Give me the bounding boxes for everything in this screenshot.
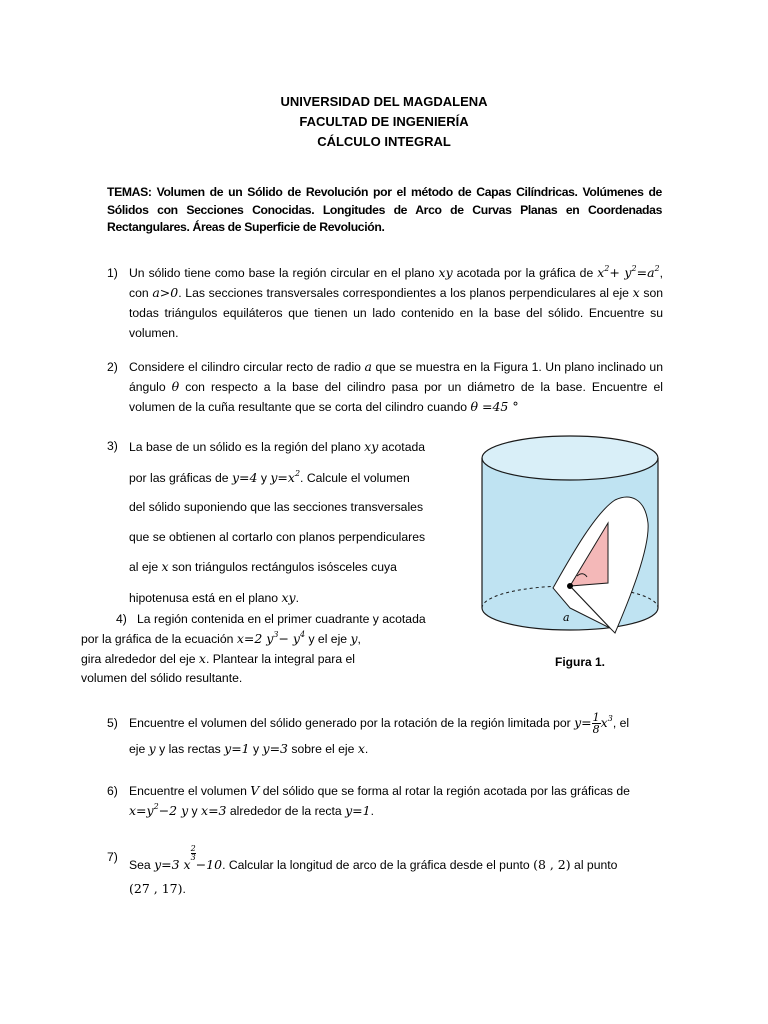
question-3 bbox=[107, 432, 447, 605]
question-number: 4) bbox=[116, 612, 127, 626]
center-point bbox=[567, 583, 573, 589]
question-text: Encuentre el volumen V del sólido que se forma al rotar la región acotada por las gráficas de $x=y^2-2$ y y x=3 alrededor de la recta y=1. bbox=[129, 783, 630, 818]
figure-label-a: a bbox=[563, 611, 570, 624]
topics-text: Volumen de un Sólido de Revolución por el método de Capas Cilíndricas. Volúmenes de Sólidos con Secciones Conocidas. Longitudes de Arco de Curvas Planas en Coordenadas Rectangulares. Áreas de Superficie de Revolución. bbox=[107, 185, 662, 234]
question-1 bbox=[107, 263, 663, 345]
question-6 bbox=[107, 781, 667, 825]
question-number: 1) bbox=[107, 266, 118, 280]
question-7 bbox=[107, 845, 667, 895]
document-header bbox=[0, 92, 768, 152]
question-text: Un sólido tiene como base la región circular en el plano xy acotada por la gráfica de $x^2+ y^2=a^2$, con a>0. Las secciones transversales correspondientes a los planos perpendiculares al eje x son todas triángulos equiláteros que tienen un lado contenido en la base del sólido. Encuentre su volumen. bbox=[129, 264, 664, 340]
question-number: 7) bbox=[107, 850, 118, 864]
question-text: Considere el cilindro circular recto de radio a que se muestra en la Figura 1. Un plano inclinado un ángulo θ con respecto a la base del cilindro pasa por un diámetro de la base. Encuentre el volumen de la cuña resultante que se corta del cilindro cuando θ =45 ° bbox=[129, 359, 663, 414]
question-number: 6) bbox=[107, 784, 118, 798]
question-4: 4) La región contenida en el primer cuadrante y acotada por la gráfica de la ecuación x=2 $y^3- y^4$ y el eje y, gira alrededor del eje x. Plantear la integral para el volumen del sólido resultante. bbox=[81, 612, 426, 685]
question-text: Sea y=3 x $\frac{2}{3}$ −10. Calcular la longitud de arco de la gráfica desde el punto (8 , 2) al punto (27 , 17). bbox=[129, 844, 618, 896]
topics-label: TEMAS: bbox=[107, 185, 152, 199]
question-number: 2) bbox=[107, 360, 118, 374]
course-name: CÁLCULO INTEGRAL bbox=[317, 134, 451, 149]
question-text: La base de un sólido es la región del plano xy acotada por las gráficas de y=4 y $y=x^2$. Calcule el volumen del sólido suponiendo que las secciones transversales que se obtienen al cortarlo con planos perpendiculares al eje x son triángulos rectángulos isósceles cuya hipotenusa está en el plano xy. bbox=[129, 439, 426, 605]
question-5 bbox=[107, 710, 667, 770]
figure-1-cylinder bbox=[470, 428, 670, 648]
question-text: Encuentre el volumen del sólido generado por la rotación de la región limitada por y= $\frac{1}{8}$ $x^3$, el eje y y las rectas y=1 y y=3 sobre el eje x. bbox=[129, 711, 630, 756]
question-number: 5) bbox=[107, 716, 118, 730]
cylinder-top bbox=[482, 436, 658, 480]
faculty-name: FACULTAD DE INGENIERÍA bbox=[299, 114, 469, 129]
figure-caption: Figura 1. bbox=[555, 655, 606, 669]
question-2 bbox=[107, 357, 663, 419]
topics-paragraph bbox=[107, 184, 662, 237]
question-number: 3) bbox=[107, 439, 118, 453]
university-name: UNIVERSIDAD DEL MAGDALENA bbox=[280, 94, 488, 109]
circle-equation: $x^2+ y^2=a^2$ bbox=[597, 264, 660, 280]
